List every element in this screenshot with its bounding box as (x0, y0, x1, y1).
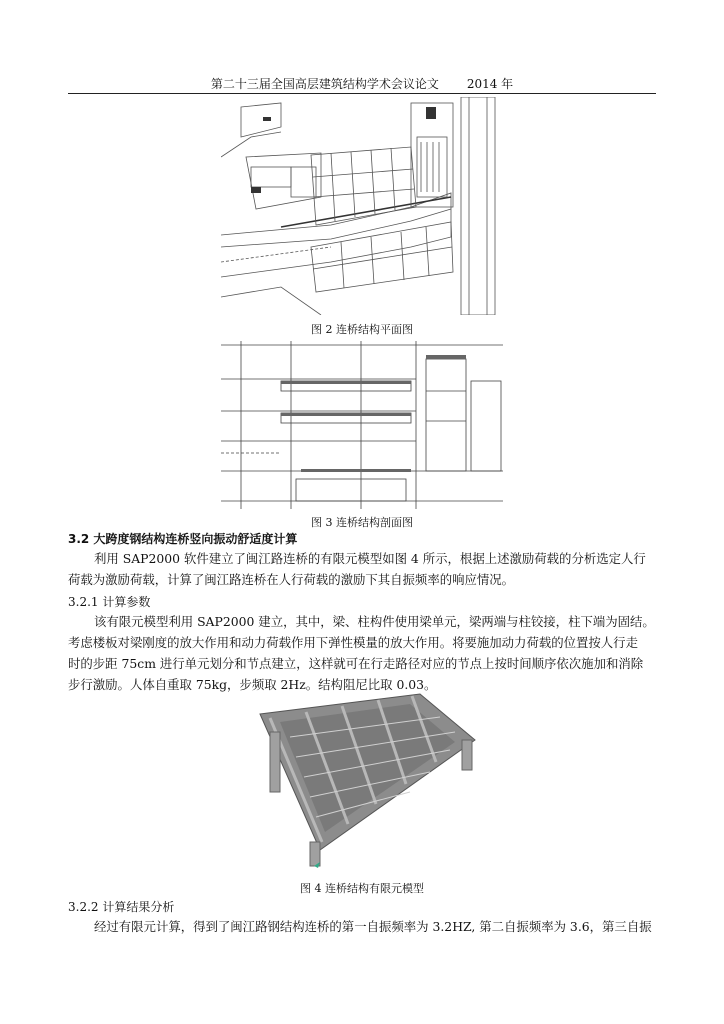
header-year: 2014 年 (466, 77, 514, 91)
section-3-2-paragraph (68, 548, 656, 590)
running-header (68, 76, 656, 94)
plan-drawing-figure (221, 97, 503, 315)
paragraph-line: 利用 SAP2000 软件建立了闽江路连桥的有限元模型如图 4 所示，根据上述激励荷载的分析选定人行 (94, 551, 646, 566)
figure-3-caption: 图 3 连桥结构剖面图 (311, 516, 413, 529)
paragraph-line: 步行激励。人体自重取 75kg，步频取 2Hz。结构阻尼比取 0.03。 (68, 677, 437, 692)
section-heading-3-2: 3.2 大跨度钢结构连桥竖向振动舒适度计算 (68, 532, 298, 546)
header-rule (68, 93, 656, 94)
paragraph-line: 荷载为激励荷载，计算了闽江路连桥在人行荷载的激励下其自振频率的响应情况。 (68, 572, 515, 587)
header-title: 第二十三届全国高层建筑结构学术会议论文 (210, 77, 439, 91)
paragraph-line: 该有限元模型利用 SAP2000 建立，其中，梁、柱构件使用梁单元，梁两端与柱铰接，柱下端为固结。 (94, 614, 655, 629)
section-drawing-figure (221, 341, 503, 509)
fem-model-figure (250, 692, 490, 872)
section-heading-3-2-2: 3.2.2 计算结果分析 (68, 900, 175, 914)
paragraph-line: 考虑楼板对梁刚度的放大作用和动力荷载作用下弹性模量的放大作用。将要施加动力荷载的位置按人行走 (68, 635, 638, 650)
figure-2-caption: 图 2 连桥结构平面图 (311, 323, 413, 336)
section-3-2-1-paragraph (68, 611, 656, 695)
section-3-2-2-paragraph (68, 916, 656, 937)
section-heading-3-2-1: 3.2.1 计算参数 (68, 595, 151, 609)
paragraph-line: 时的步距 75cm 进行单元划分和节点建立，这样就可在行走路径对应的节点上按时间顺序依次施加和消除 (68, 656, 644, 671)
paragraph-line: 经过有限元计算，得到了闽江路钢结构连桥的第一自振频率为 3.2HZ, 第二自振频率为 3.6，第三自振 (94, 919, 652, 934)
figure-4-caption: 图 4 连桥结构有限元模型 (300, 882, 424, 895)
